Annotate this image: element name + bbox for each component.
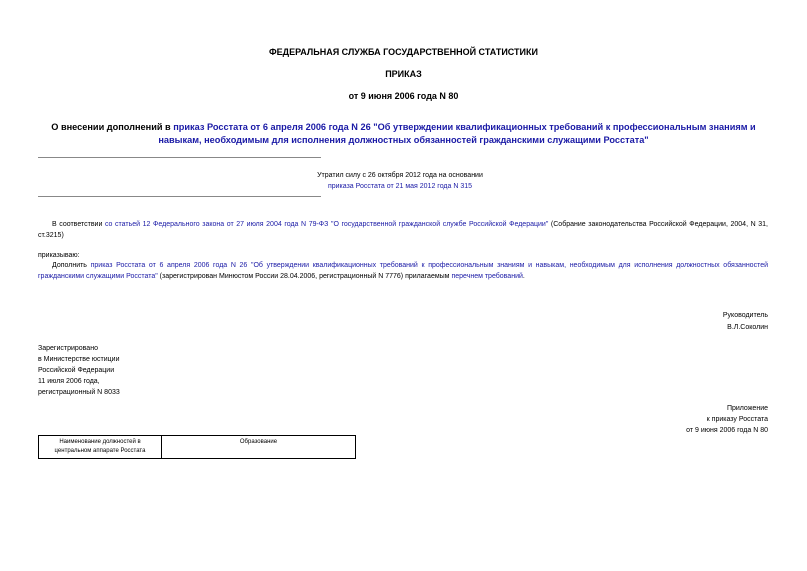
- divider-top: [38, 157, 321, 158]
- appendix-line: от 9 июня 2006 года N 80: [686, 427, 768, 434]
- order-suffix: .: [522, 273, 525, 280]
- table-header-education: Образование: [162, 436, 356, 459]
- order-prefix: Дополнить: [52, 262, 91, 269]
- appendix-line: к приказу Росстата: [706, 416, 768, 423]
- title-prefix: О внесении дополнений в: [51, 122, 174, 132]
- registration-line: Зарегистрировано: [38, 345, 98, 352]
- registration-block: [38, 343, 120, 398]
- requirements-link[interactable]: перечнем требований: [451, 273, 523, 280]
- preamble-paragraph: [38, 219, 768, 241]
- status-link[interactable]: приказа Росстата от 21 мая 2012 года N 315: [327, 183, 473, 190]
- requirements-table: [38, 435, 356, 459]
- preamble-suffix: (Собрание законодательства Российской Федерации, 2004, N 31, ст.3215): [38, 221, 768, 239]
- law-link[interactable]: со статьей 12 Федерального закона от 27 июля 2004 года N 79-ФЗ "О государственной гражданской службе Российской Федерации": [104, 221, 549, 228]
- registration-line: 11 июля 2006 года,: [38, 378, 100, 385]
- registration-line: регистрационный N 8033: [38, 389, 120, 396]
- registration-line: в Министерстве юстиции: [38, 356, 120, 363]
- signer-role: Руководитель: [722, 312, 768, 319]
- status-note: [290, 170, 510, 192]
- order-link[interactable]: приказ Росстата от 6 апреля 2006 года N 26 "Об утверждении квалификационных требований к профессиональным знаниям и навыкам, необходимым для исполнения должностных обязанностей гражданскими служащими Росстата": [38, 262, 769, 280]
- document-title: [30, 121, 777, 147]
- title-link[interactable]: приказ Росстата от 6 апреля 2006 года N 26 "Об утверждении квалификационных требований к профессиональным знаниям и навыкам, необходимым для исполнения должностных обязанностей гражданскими служащими Росстата": [158, 122, 756, 145]
- agency-name: ФЕДЕРАЛЬНАЯ СЛУЖБА ГОСУДАРСТВЕННОЙ СТАТИСТИКИ: [269, 47, 538, 57]
- order-middle: (зарегистрирован Минюстом России 28.04.2006, регистрационный N 7776) прилагаемым: [157, 273, 452, 280]
- document-date-number: от 9 июня 2006 года N 80: [348, 91, 459, 101]
- divider-bottom: [38, 196, 321, 197]
- table-header-row: [39, 436, 356, 459]
- document-type: ПРИКАЗ: [385, 69, 422, 79]
- order-word: приказываю:: [38, 252, 80, 259]
- registration-line: Российской Федерации: [38, 367, 115, 374]
- appendix-block: [686, 403, 768, 436]
- appendix-line: Приложение: [726, 405, 768, 412]
- table-header-positions: Наименование должностей в центральном аппарате Росстата: [39, 436, 162, 459]
- signer-name: В.Л.Соколин: [727, 324, 768, 331]
- signature-block: [723, 310, 768, 334]
- preamble-prefix: В соответствии: [52, 221, 105, 228]
- status-text: Утратил силу с 26 октября 2012 года на основании: [317, 172, 483, 179]
- order-paragraph: [38, 260, 768, 282]
